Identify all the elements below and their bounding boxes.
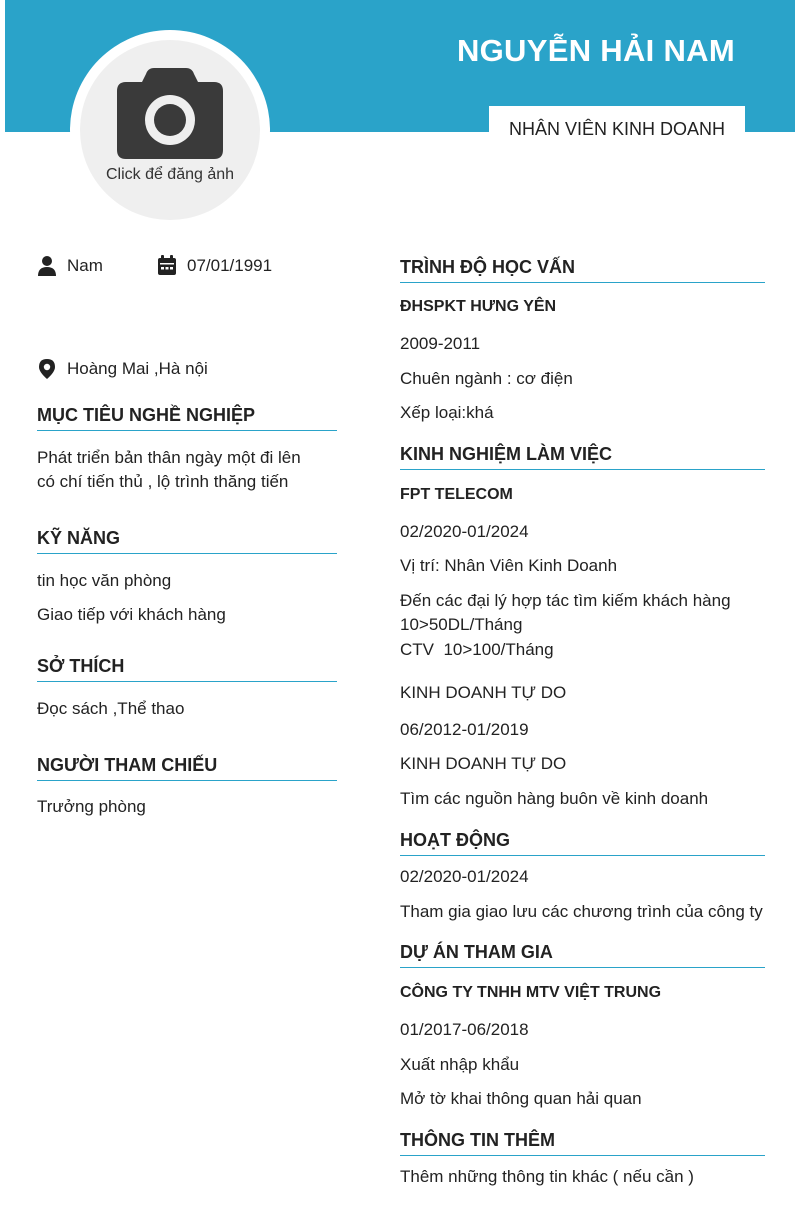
extra-info-title: THÔNG TIN THÊM — [400, 1130, 765, 1156]
education-rank[interactable]: Xếp loại:khá — [400, 403, 494, 422]
objective-section — [37, 405, 337, 431]
job-detail[interactable]: 10>50DL/Tháng — [400, 615, 523, 634]
avatar-upload[interactable] — [80, 40, 260, 220]
education-school[interactable]: ĐHSPKT HƯNG YÊN — [400, 298, 557, 315]
activities-section — [400, 830, 765, 856]
birthday-row[interactable] — [157, 255, 272, 276]
project-period[interactable]: 01/2017-06/2018 — [400, 1020, 529, 1039]
education-period[interactable]: 2009-2011 — [400, 334, 481, 353]
person-icon — [37, 255, 57, 277]
skill-item[interactable]: tin học văn phòng — [37, 571, 172, 590]
objective-line[interactable]: Phát triển bản thân ngày một đi lên — [37, 448, 301, 467]
hobbies-title: SỞ THÍCH — [37, 656, 337, 682]
hobby-item[interactable]: Đọc sách ,Thể thao — [37, 699, 185, 718]
experience-title: KINH NGHIỆM LÀM VIỆC — [400, 444, 765, 470]
skills-section — [37, 528, 337, 554]
activity-description[interactable]: Tham gia giao lưu các chương trình của công ty — [400, 902, 763, 921]
address-value: Hoàng Mai ,Hà nội — [67, 359, 208, 378]
job-company[interactable]: FPT TELECOM — [400, 486, 513, 503]
project-description[interactable]: Mở tờ khai thông quan hải quan — [400, 1089, 642, 1108]
objective-title: MỤC TIÊU NGHỀ NGHIỆP — [37, 405, 337, 431]
objective-line[interactable]: có chí tiến thủ , lộ trình thăng tiến — [37, 472, 289, 491]
job-title: NHÂN VIÊN KINH DOANH — [508, 119, 726, 139]
job-detail[interactable]: Tìm các nguồn hàng buôn về kinh doanh — [400, 789, 709, 808]
project-company[interactable]: CÔNG TY TNHH MTV VIỆT TRUNG — [400, 984, 662, 1001]
activity-period[interactable]: 02/2020-01/2024 — [400, 867, 529, 886]
extra-info-section — [400, 1130, 765, 1156]
hobbies-section — [37, 656, 337, 682]
projects-title: DỰ ÁN THAM GIA — [400, 942, 765, 968]
references-title: NGƯỜI THAM CHIẾU — [37, 755, 337, 781]
camera-icon — [116, 66, 224, 160]
experience-section — [400, 444, 765, 470]
activities-title: HOẠT ĐỘNG — [400, 830, 765, 856]
calendar-icon — [157, 255, 177, 276]
job-title-box[interactable] — [489, 106, 745, 154]
birthday-value: 07/01/1991 — [187, 255, 273, 275]
avatar-upload-label: Click để đăng ảnh — [105, 166, 235, 183]
education-section — [400, 257, 765, 283]
gender-value: Nam — [67, 256, 103, 275]
job-period[interactable]: 02/2020-01/2024 — [400, 522, 529, 541]
location-pin-icon — [37, 358, 57, 380]
references-section — [37, 755, 337, 781]
job-company[interactable]: KINH DOANH TỰ DO — [400, 683, 567, 702]
reference-item[interactable]: Trưởng phòng — [37, 797, 146, 816]
job-position[interactable]: KINH DOANH TỰ DO — [400, 754, 567, 773]
skill-item[interactable]: Giao tiếp với khách hàng — [37, 605, 226, 624]
education-major[interactable]: Chuên ngành : cơ điện — [400, 369, 573, 388]
projects-section — [400, 942, 765, 968]
project-role[interactable]: Xuất nhập khẩu — [400, 1055, 520, 1074]
education-title: TRÌNH ĐỘ HỌC VẤN — [400, 257, 765, 283]
job-detail[interactable]: Đến các đại lý hợp tác tìm kiếm khách hàng — [400, 591, 731, 610]
candidate-name[interactable]: NGUYỄN HẢI NAM — [456, 33, 735, 68]
address-row[interactable] — [37, 358, 208, 380]
gender-row[interactable] — [37, 255, 103, 277]
job-detail[interactable]: CTV 10>100/Tháng — [400, 640, 554, 659]
skills-title: KỸ NĂNG — [37, 528, 337, 554]
extra-info-description[interactable]: Thêm những thông tin khác ( nếu cần ) — [400, 1167, 694, 1186]
job-period[interactable]: 06/2012-01/2019 — [400, 720, 529, 739]
job-position[interactable]: Vị trí: Nhân Viên Kinh Doanh — [400, 556, 618, 575]
